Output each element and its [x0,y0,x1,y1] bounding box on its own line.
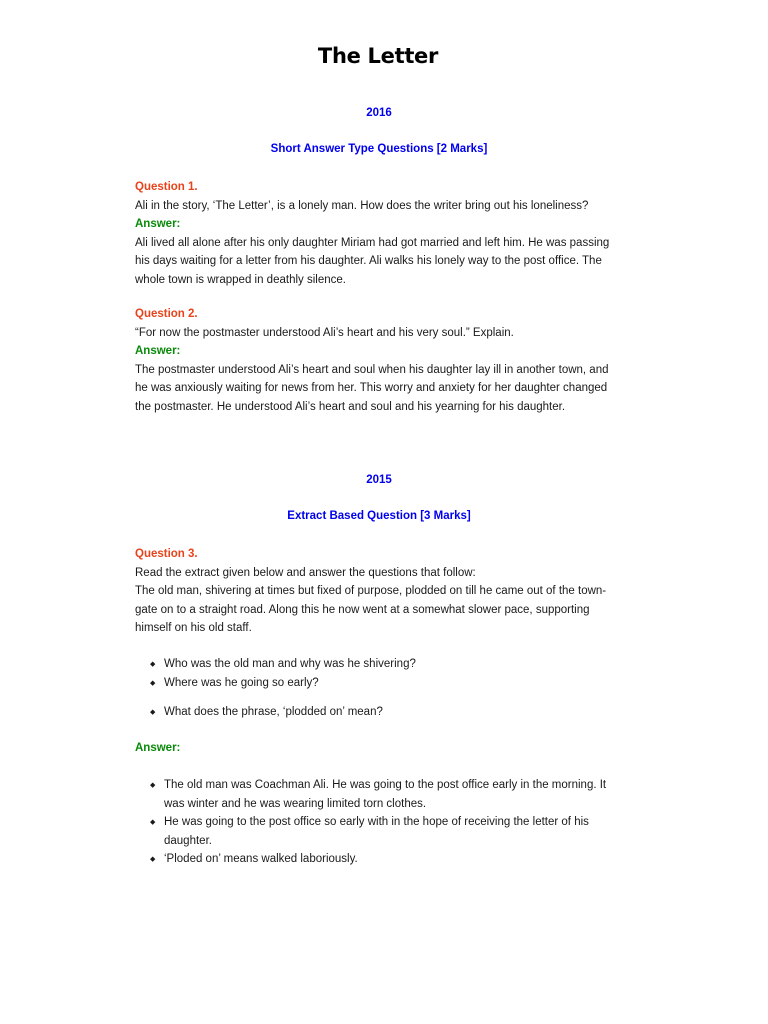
answer-label: Answer: [135,742,181,754]
answer-3-label-block [135,739,630,758]
question-label: Question 2. [135,308,198,320]
answer-list [150,776,620,869]
section-heading-extract: Extract Based Question [3 Marks] [287,510,471,522]
answer-text: Ali lived all alone after his only daughter Miriam had got married and left him. He was passing his days waiting for a letter from his daughter. Ali walks his lonely way to the post office. The whole town is wrapped in deathly silence. [135,236,610,286]
answer-label: Answer: [135,218,181,230]
list-item: ◆ He was going to the post office so early with in the hope of receiving the letter of his daughter. [150,813,620,850]
year-heading-2016: 2016 [366,107,392,119]
answer-text: The postmaster understood Ali’s heart and soul when his daughter lay ill in another town, and he was anxiously waiting for news from her. This worry and anxiety for her daughter changed the postmaster. He understood Ali’s heart and soul and his yearning for his daughter. [135,363,609,413]
question-3-block [135,545,630,638]
question-list [150,655,630,722]
list-item: ◆ Where was he going so early? [150,674,630,693]
question-1-block [135,178,630,289]
extract-text: The old man, shivering at times but fixed of purpose, plodded on till he came out of the town-gate on to a straight road. Along this he now went at a somewhat slower pace, supporting himself on his old staff. [135,585,607,634]
year-heading-2015: 2015 [366,474,392,486]
question-label: Question 3. [135,548,198,560]
answer-label: Answer: [135,345,181,357]
question-2-block [135,305,630,416]
question-instruction: Read the extract given below and answer the questions that follow: [135,566,476,579]
question-text: “For now the postmaster understood Ali’s heart and his very soul.” Explain. [135,326,514,339]
list-item: ◆ Who was the old man and why was he shivering? [150,655,630,674]
list-item: ◆ What does the phrase, ‘plodded on’ mean? [150,703,630,722]
section-heading-short-answer: Short Answer Type Questions [2 Marks] [270,143,488,155]
question-label: Question 1. [135,181,198,193]
list-item: ◆ The old man was Coachman Ali. He was going to the post office early in the morning. It was winter and he was wearing limited torn clothes. [150,776,620,813]
list-item: ◆ ‘Ploded on’ means walked laboriously. [150,850,620,869]
page-title: The Letter [317,44,439,68]
question-text: Ali in the story, ‘The Letter’, is a lonely man. How does the writer bring out his loneliness? [135,199,589,212]
